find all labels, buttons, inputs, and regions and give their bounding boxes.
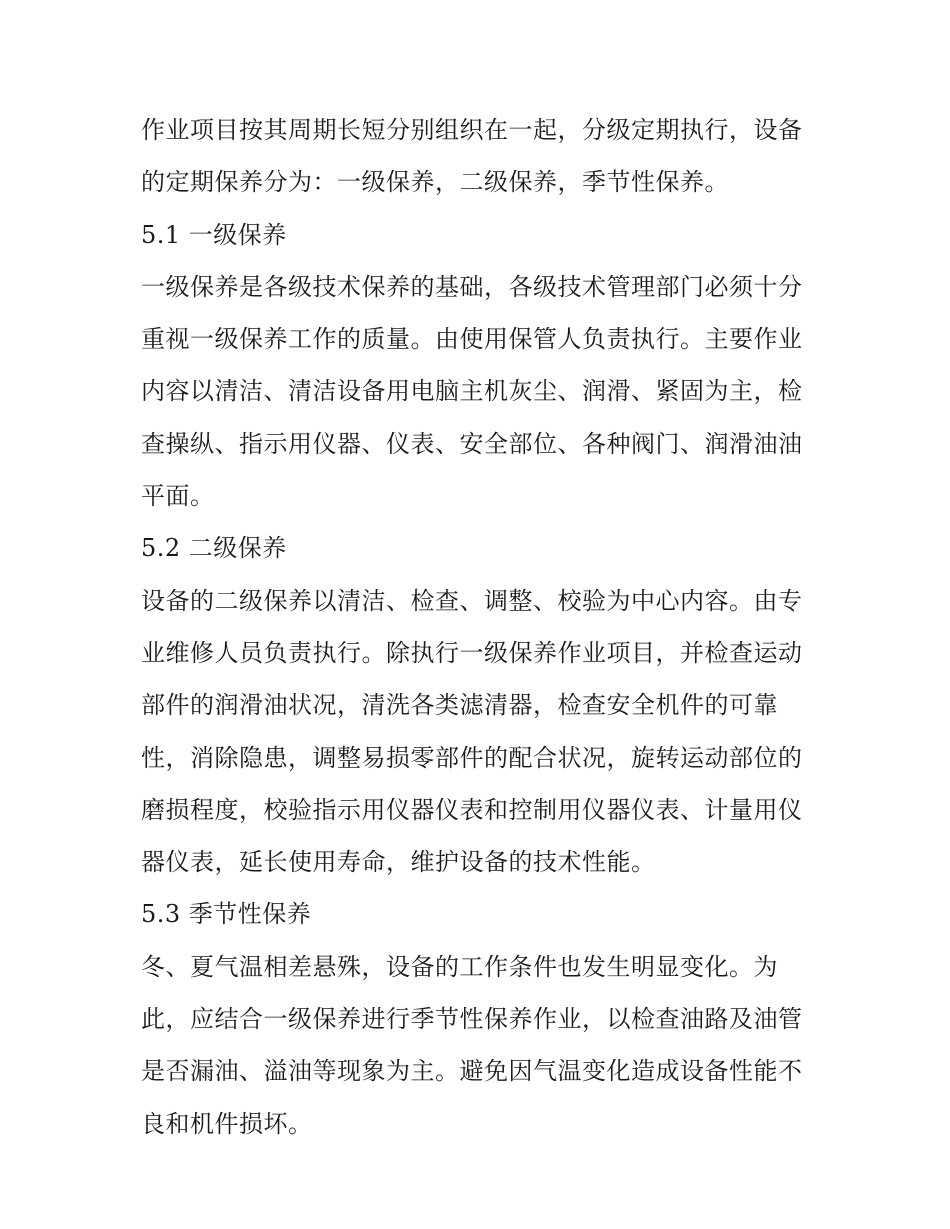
text-line: 业维修人员负责执行。除执行一级保养作业项目，并检查运动 [141, 638, 803, 667]
text-line: 设备的二级保养以清洁、检查、调整、校验为中心内容。由专 [141, 586, 803, 615]
text-line: 是否漏油、溢油等现象为主。避免因气温变化造成设备性能不 [141, 1057, 803, 1086]
intro-paragraph [141, 104, 821, 209]
document-body [141, 104, 821, 1150]
section-heading: 5.2 二级保养 [141, 534, 287, 563]
text-line: 冬、夏气温相差悬殊，设备的工作条件也发生明显变化。为 [141, 952, 778, 981]
text-line: 平面。 [141, 482, 215, 511]
text-line: 一级保养是各级技术保养的基础，各级技术管理部门必须十分 [141, 272, 803, 301]
text-line: 查操纵、指示用仪器、仪表、安全部位、各种阀门、润滑油油 [141, 429, 803, 458]
text-line: 重视一级保养工作的质量。由使用保管人负责执行。主要作业 [141, 325, 803, 354]
text-line: 此，应结合一级保养进行季节性保养作业，以检查油路及油管 [141, 1005, 803, 1034]
text-line: 器仪表，延长使用寿命，维护设备的技术性能。 [141, 848, 656, 877]
text-line: 内容以清洁、清洁设备用电脑主机灰尘、润滑、紧固为主，检 [141, 377, 803, 406]
section-5-3 [141, 888, 821, 1149]
section-heading: 5.3 季节性保养 [141, 900, 312, 929]
text-line: 性，消除隐患，调整易损零部件的配合状况，旋转运动部位的 [141, 743, 803, 772]
text-line: 良和机件损坏。 [141, 1109, 313, 1138]
section-5-2 [141, 522, 821, 888]
text-line: 的定期保养分为：一级保养，二级保养，季节性保养。 [141, 168, 729, 197]
section-heading: 5.1 一级保养 [141, 220, 287, 249]
text-line: 部件的润滑油状况，清洗各类滤清器，检查安全机件的可靠 [141, 691, 778, 720]
text-line: 磨损程度，校验指示用仪器仪表和控制用仪器仪表、计量用仪 [141, 795, 803, 824]
text-line: 作业项目按其周期长短分别组织在一起，分级定期执行，设备 [141, 116, 803, 144]
section-5-1 [141, 209, 821, 523]
